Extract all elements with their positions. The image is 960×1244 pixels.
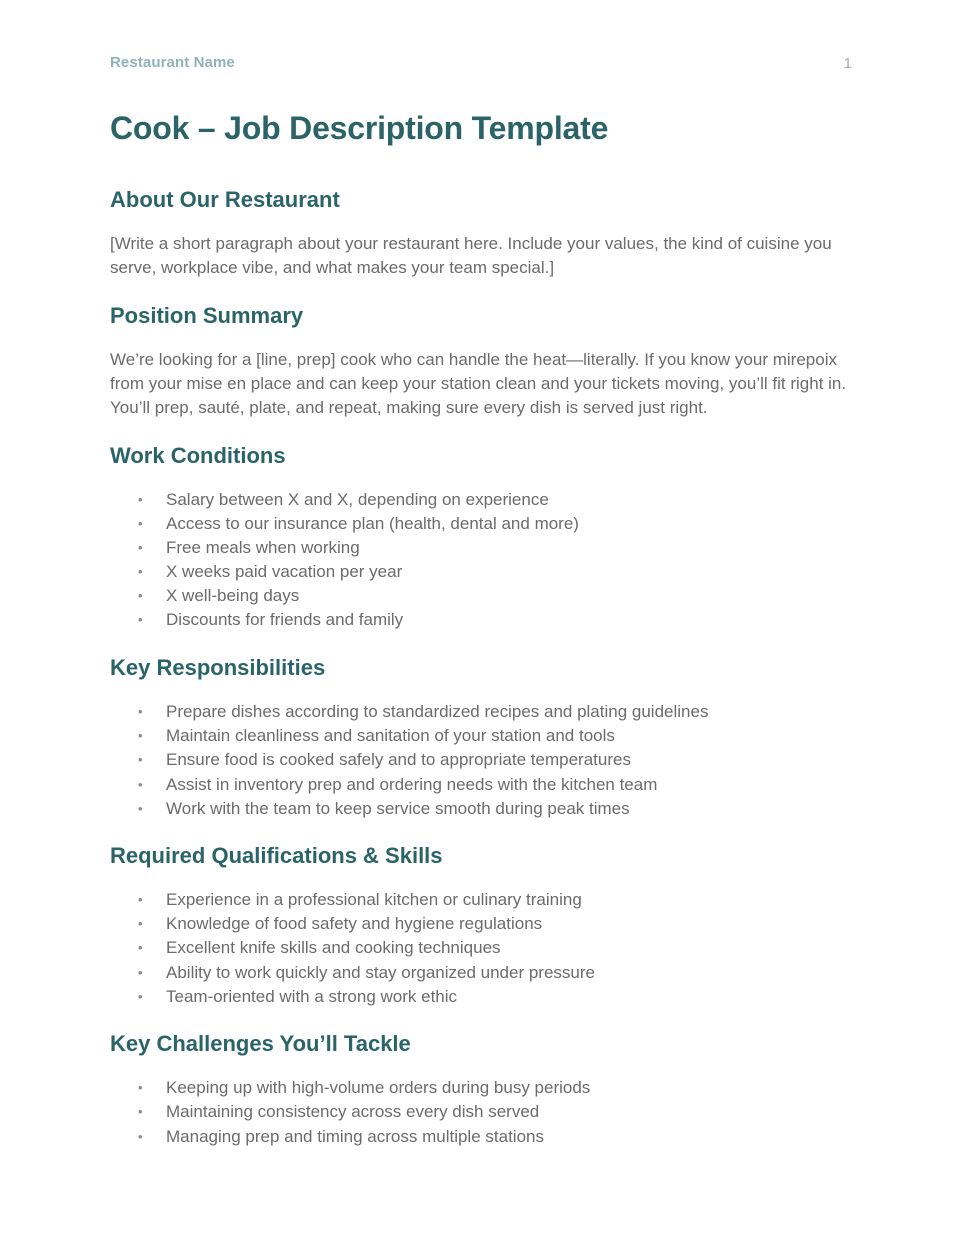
- list-item: [110, 724, 854, 748]
- document-title: Cook – Job Description Template: [110, 110, 609, 146]
- summary-paragraph: We’re looking for a [line, prep] cook who can handle the heat—literally. If you know your mirepoix from your mise en place and can keep your station clean and your tickets moving, you’ll fit right in. You’ll prep, sauté, plate, and repeat, making sure every dish is served just right.: [110, 350, 847, 417]
- list-item-text: X weeks paid vacation per year: [166, 562, 403, 581]
- list-item-text: Keeping up with high-volume orders during busy periods: [166, 1078, 591, 1098]
- list-item-text: Managing prep and timing across multiple stations: [166, 1126, 544, 1146]
- list-item: [110, 488, 854, 512]
- section-heading-conditions: Work Conditions: [110, 443, 286, 468]
- document-body: [110, 108, 854, 1149]
- list-item: [110, 773, 854, 797]
- section-heading-about: About Our Restaurant: [110, 187, 340, 212]
- list-item-text: Prepare dishes according to standardized recipes and plating guidelines: [166, 702, 709, 721]
- bullet-icon: •: [138, 988, 143, 1004]
- section-required-qualifications: [110, 842, 854, 1009]
- bullet-icon: •: [138, 1104, 143, 1120]
- section-work-conditions: [110, 442, 854, 632]
- list-item: [110, 512, 854, 536]
- bullet-icon: •: [138, 588, 143, 603]
- list-item: [110, 560, 854, 584]
- section-heading-qualifications: Required Qualifications & Skills: [110, 843, 443, 869]
- list-item-text: Maintain cleanliness and sanitation of your station and tools: [166, 726, 615, 746]
- section-key-responsibilities: [110, 654, 854, 821]
- bullet-icon: •: [138, 1080, 143, 1096]
- responsibilities-list: [110, 700, 854, 821]
- bullet-icon: •: [138, 516, 143, 531]
- bullet-icon: •: [138, 728, 143, 744]
- conditions-list: [110, 488, 854, 632]
- about-paragraph: [Write a short paragraph about your restaurant here. Include your values, the kind of cuisine you serve, workplace vibe, and what makes your team special.]: [110, 234, 832, 277]
- list-item: [110, 1100, 854, 1124]
- section-key-challenges: [110, 1030, 854, 1149]
- list-item-text: Ensure food is cooked safely and to appropriate temperatures: [166, 750, 631, 770]
- list-item-text: Access to our insurance plan (health, dental and more): [166, 514, 579, 533]
- restaurant-name: Restaurant Name: [110, 54, 235, 71]
- list-item-text: Knowledge of food safety and hygiene regulations: [166, 914, 543, 934]
- list-item: [110, 912, 854, 936]
- list-item-text: Team-oriented with a strong work ethic: [166, 986, 458, 1006]
- list-item: [110, 985, 854, 1009]
- section-about: [110, 186, 854, 280]
- bullet-icon: •: [138, 916, 143, 932]
- list-item: [110, 536, 854, 560]
- list-item: [110, 1125, 854, 1149]
- page-number: 1: [843, 55, 852, 72]
- list-item: [110, 1076, 854, 1100]
- list-item-text: Discounts for friends and family: [166, 610, 404, 629]
- list-item-text: X well-being days: [166, 586, 300, 605]
- list-item: [110, 584, 854, 608]
- list-item: [110, 961, 854, 985]
- bullet-icon: •: [138, 940, 143, 956]
- list-item-text: Assist in inventory prep and ordering needs with the kitchen team: [166, 774, 658, 794]
- section-heading-responsibilities: Key Responsibilities: [110, 655, 326, 680]
- bullet-icon: •: [138, 704, 143, 719]
- list-item: [110, 700, 854, 724]
- bullet-icon: •: [138, 612, 143, 627]
- list-item: [110, 888, 854, 912]
- list-item: [110, 748, 854, 772]
- bullet-icon: •: [138, 892, 143, 908]
- list-item: [110, 797, 854, 821]
- list-item: [110, 936, 854, 960]
- bullet-icon: •: [138, 776, 143, 792]
- bullet-icon: •: [138, 1128, 143, 1144]
- list-item-text: Salary between X and X, depending on experience: [166, 490, 549, 509]
- bullet-icon: •: [138, 800, 143, 816]
- list-item-text: Free meals when working: [166, 538, 360, 557]
- page-header: [110, 54, 852, 74]
- section-position-summary: [110, 302, 854, 420]
- qualifications-list: [110, 888, 854, 1009]
- section-heading-challenges: Key Challenges You’ll Tackle: [110, 1031, 411, 1057]
- bullet-icon: •: [138, 564, 143, 579]
- list-item-text: Excellent knife skills and cooking techniques: [166, 938, 501, 958]
- list-item: [110, 608, 854, 632]
- list-item-text: Maintaining consistency across every dish served: [166, 1102, 540, 1122]
- list-item-text: Experience in a professional kitchen or culinary training: [166, 890, 582, 910]
- list-item-text: Ability to work quickly and stay organized under pressure: [166, 962, 595, 982]
- list-item-text: Work with the team to keep service smooth during peak times: [166, 798, 630, 818]
- bullet-icon: •: [138, 752, 143, 768]
- bullet-icon: •: [138, 540, 143, 555]
- bullet-icon: •: [138, 964, 143, 980]
- section-heading-summary: Position Summary: [110, 303, 304, 328]
- challenges-list: [110, 1076, 854, 1149]
- bullet-icon: •: [138, 492, 143, 507]
